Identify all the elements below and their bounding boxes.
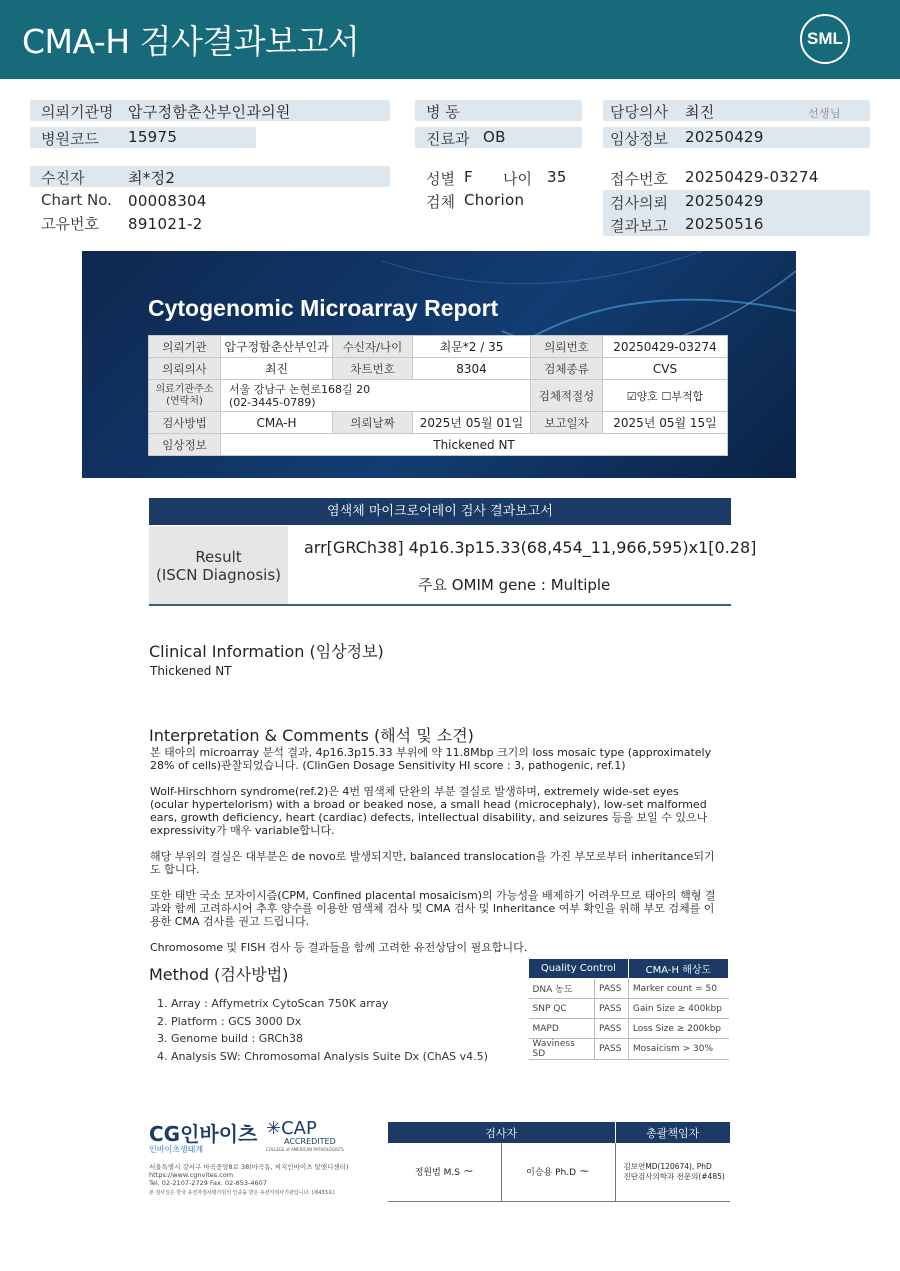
report-value: 20250516 bbox=[685, 215, 764, 233]
checked-box-icon: ☑ bbox=[626, 389, 637, 403]
contact-line: Tel. 02-2107-2729 Fax. 02-853-4607 bbox=[149, 1179, 267, 1187]
table-cell: 2025년 05월 01일 bbox=[413, 412, 531, 434]
divider bbox=[149, 604, 731, 606]
chart-value: 00008304 bbox=[128, 192, 207, 210]
cap-logo bbox=[266, 1118, 317, 1139]
brand-subtitle: 인바이츠생태계 bbox=[149, 1145, 204, 1154]
specimen-value: Chorion bbox=[464, 191, 525, 209]
url-line: https://www.cgnvites.com bbox=[149, 1171, 234, 1179]
table-cell: 의뢰번호 bbox=[531, 336, 603, 358]
method-list bbox=[157, 995, 488, 1066]
institution-label: 의뢰기관명 bbox=[41, 103, 114, 121]
receipt-value: 20250429-03274 bbox=[685, 168, 819, 186]
table-cell: Marker count = 50 bbox=[628, 979, 728, 999]
table-row bbox=[149, 358, 728, 380]
cap-text: CAP bbox=[281, 1118, 317, 1139]
table-cell: 검체종류 bbox=[531, 358, 603, 380]
table-row bbox=[529, 1039, 729, 1060]
table-cell: 차트번호 bbox=[333, 358, 413, 380]
page-title: CMA-H 검사결과보고서 bbox=[22, 22, 360, 61]
interpretation-p5: Chromosome 및 FISH 검사 등 결과들을 함께 고려한 유전상담이 필요합니다. bbox=[150, 941, 528, 954]
table-cell: Thickened NT bbox=[221, 434, 728, 456]
table-row bbox=[388, 1143, 730, 1201]
quality-control-table bbox=[528, 958, 729, 1060]
table-cell: Loss Size ≥ 200kbp bbox=[628, 1019, 728, 1039]
table-cell: CVS bbox=[603, 358, 728, 380]
empty-box-icon: ☐ bbox=[661, 389, 672, 403]
table-cell: 최문*2 / 35 bbox=[413, 336, 531, 358]
cell-line: (연락처) bbox=[166, 395, 203, 407]
dept-value: OB bbox=[483, 128, 506, 146]
table-cell: 의뢰기관 bbox=[149, 336, 221, 358]
company-address bbox=[149, 1163, 348, 1197]
hospital-code-label: 병원코드 bbox=[41, 130, 99, 148]
table-cell: 의뢰날짜 bbox=[333, 412, 413, 434]
table-cell: PASS bbox=[595, 979, 629, 999]
signature-icon: ~ bbox=[462, 1164, 474, 1180]
signer-3 bbox=[615, 1143, 730, 1201]
signer-2 bbox=[501, 1143, 615, 1201]
id-value: 891021-2 bbox=[128, 215, 203, 233]
table-header: 검사자 bbox=[388, 1122, 615, 1143]
method-title: Method (검사방법) bbox=[149, 965, 289, 984]
table-row bbox=[149, 380, 728, 412]
report-label: 결과보고 bbox=[610, 217, 668, 235]
interpretation-p4: 또한 태반 국소 모자이시즘(CPM, Confined placental mosaicism)의 가능성을 배제하기 어려우므로 태아의 핵형 결과와 함께 고려하시어 추후 양수를 이용한 염색체 검사 및 CMA 검사 및 Inheritance 여부 확인을 위해 부모 검체를 이용한 CMA 검사를 권고 드립니다. bbox=[150, 889, 716, 928]
table-cell: 검사방법 bbox=[149, 412, 221, 434]
table-cell bbox=[603, 380, 728, 412]
table-cell bbox=[221, 380, 531, 412]
table-header: CMA-H 해상도 bbox=[628, 959, 728, 979]
list-item: 1. Array : Affymetrix CytoScan 750K array bbox=[157, 997, 389, 1010]
chart-label: Chart No. bbox=[41, 191, 112, 209]
table-cell: PASS bbox=[595, 1039, 629, 1060]
address-line: 서울특별시 강서구 마곡중앙8로 38(마곡동, 씨지인바이츠 알앤디센터) bbox=[149, 1163, 349, 1171]
clinical-value: 20250429 bbox=[685, 128, 764, 146]
table-row bbox=[529, 959, 729, 979]
request-table bbox=[148, 335, 728, 456]
signer-name: 이승용 Ph.D bbox=[526, 1168, 577, 1179]
result-header: 염색체 마이크로어레이 검사 결과보고서 bbox=[149, 498, 731, 525]
patient-label: 수진자 bbox=[41, 169, 85, 187]
clinical-text: Thickened NT bbox=[150, 664, 232, 678]
table-cell: 압구정함춘산부인과 bbox=[221, 336, 333, 358]
table-row bbox=[529, 999, 729, 1019]
table-cell: DNA 농도 bbox=[529, 979, 595, 999]
signer-name: 김보연MD(120674), PhD bbox=[623, 1161, 712, 1171]
institution-value: 압구정함춘산부인과의원 bbox=[128, 103, 291, 121]
signature-icon: ~ bbox=[578, 1164, 590, 1180]
clinical-title: Clinical Information (임상정보) bbox=[149, 642, 384, 661]
table-cell: Gain Size ≥ 400kbp bbox=[628, 999, 728, 1019]
receipt-label: 접수번호 bbox=[610, 170, 668, 188]
report-header bbox=[0, 0, 900, 79]
omim-gene: 주요 OMIM gene : Multiple bbox=[418, 576, 611, 594]
table-cell: 의뢰의사 bbox=[149, 358, 221, 380]
inadequate-label: 부적합 bbox=[671, 389, 704, 403]
table-cell: PASS bbox=[595, 1019, 629, 1039]
table-cell: 최진 bbox=[221, 358, 333, 380]
table-cell: 20250429-03274 bbox=[603, 336, 728, 358]
signer-1 bbox=[388, 1143, 501, 1201]
table-cell: MAPD bbox=[529, 1019, 595, 1039]
signature-table bbox=[388, 1122, 730, 1202]
age-value: 35 bbox=[547, 168, 567, 186]
signer-title: 진단검사의학과 전문의(#485) bbox=[623, 1171, 725, 1181]
result-label bbox=[149, 526, 288, 604]
cell-line: 의료기관주소 bbox=[155, 383, 214, 395]
signer-name: 정원범 M.S bbox=[414, 1168, 460, 1179]
dept-label: 진료과 bbox=[426, 130, 470, 148]
doctor-value: 최진 bbox=[685, 103, 715, 121]
table-cell: SNP QC bbox=[529, 999, 595, 1019]
id-label: 고유번호 bbox=[41, 215, 99, 233]
sex-value: F bbox=[464, 168, 473, 186]
cap-accredited: ACCREDITED bbox=[284, 1137, 336, 1146]
interpretation-p3: 해당 부위의 결실은 대부분은 de novo로 발생되지만, balanced translocation을 가진 부모로부터 inheritance되기도 합니다. bbox=[150, 850, 715, 876]
cap-mark-icon: ✳ bbox=[266, 1118, 282, 1139]
list-item: 4. Analysis SW: Chromosomal Analysis Suite Dx (ChAS v4.5) bbox=[157, 1050, 488, 1064]
phone-line: (02-3445-0789) bbox=[229, 395, 316, 409]
table-cell: CMA-H bbox=[221, 412, 333, 434]
table-cell: 임상정보 bbox=[149, 434, 221, 456]
specimen-label: 검체 bbox=[426, 193, 455, 211]
table-row bbox=[388, 1122, 730, 1143]
interpretation-title: Interpretation & Comments (해석 및 소견) bbox=[149, 726, 474, 745]
clinical-label: 임상정보 bbox=[610, 130, 668, 148]
certification-line: 본 검사실은 한국 유전자검사평가원의 인증을 받은 유전자검사기관입니다. (제433호) bbox=[149, 1190, 335, 1196]
list-item: 3. Genome build : GRCh38 bbox=[157, 1032, 303, 1046]
ward-label: 병 동 bbox=[426, 103, 460, 121]
table-cell: PASS bbox=[595, 999, 629, 1019]
table-header: 총괄책임자 bbox=[615, 1122, 730, 1143]
report-banner bbox=[82, 251, 796, 478]
age-label: 나이 bbox=[503, 170, 532, 188]
table-cell bbox=[149, 380, 221, 412]
request-value: 20250429 bbox=[685, 192, 764, 210]
request-label: 검사의뢰 bbox=[610, 194, 668, 212]
table-cell: 검체적절성 bbox=[531, 380, 603, 412]
table-row bbox=[529, 979, 729, 999]
doctor-label: 담당의사 bbox=[610, 103, 668, 121]
table-cell: Waviness SD bbox=[529, 1039, 595, 1060]
table-row bbox=[149, 412, 728, 434]
cg-invites-logo: CG인바이츠 bbox=[149, 1122, 258, 1146]
table-cell: 8304 bbox=[413, 358, 531, 380]
table-header: Quality Control bbox=[529, 959, 629, 979]
address-line: 서울 강남구 논현로168길 20 bbox=[229, 382, 371, 396]
logo-text: SML bbox=[807, 29, 843, 48]
table-row bbox=[149, 336, 728, 358]
table-cell: 보고일자 bbox=[531, 412, 603, 434]
result-label-line: (ISCN Diagnosis) bbox=[155, 566, 282, 584]
result-label-line: Result bbox=[195, 548, 242, 566]
iscn-diagnosis: arr[GRCh38] 4p16.3p15.33(68,454_11,966,595)x1[0.28] bbox=[304, 538, 757, 557]
patient-name: 최*정2 bbox=[128, 169, 176, 187]
adequate-label: 양호 bbox=[636, 389, 658, 403]
table-cell: 수신자/나이 bbox=[333, 336, 413, 358]
table-cell: Mosaicism > 30% bbox=[628, 1039, 728, 1060]
sex-label: 성별 bbox=[426, 170, 455, 188]
list-item: 2. Platform : GCS 3000 Dx bbox=[157, 1014, 302, 1028]
doctor-suffix: 선생님 bbox=[808, 107, 841, 120]
sml-logo bbox=[800, 14, 850, 64]
interpretation-p1: 본 태아의 microarray 분석 결과, 4p16.3p15.33 부위에 약 11.8Mbp 크기의 loss mosaic type (approximately 28% of cells)관찰되었습니다. (ClinGen Dosage Sensitivity HI score : 3, pathogenic, ref.1) bbox=[150, 746, 712, 772]
cap-note: COLLEGE of AMERICAN PATHOLOGISTS bbox=[266, 1147, 344, 1152]
hospital-code-value: 15975 bbox=[128, 128, 178, 146]
table-cell: 2025년 05월 15일 bbox=[603, 412, 728, 434]
table-row bbox=[149, 434, 728, 456]
table-row bbox=[529, 1019, 729, 1039]
interpretation-p2: Wolf-Hirschhorn syndrome(ref.2)은 4번 염색체 단완의 부분 결실로 발생하며, extremely wide-set eyes (ocular hypertelorism) with a broad or beaked nose, a small head (microcephaly), low-set malformed ears, growth deficiency, heart (cardiac) defects, intellectual disability, and seizures 등을 보일 수 있으나 expressivity가 매우 variable합니다. bbox=[150, 785, 708, 837]
banner-title: Cytogenomic Microarray Report bbox=[148, 295, 499, 321]
